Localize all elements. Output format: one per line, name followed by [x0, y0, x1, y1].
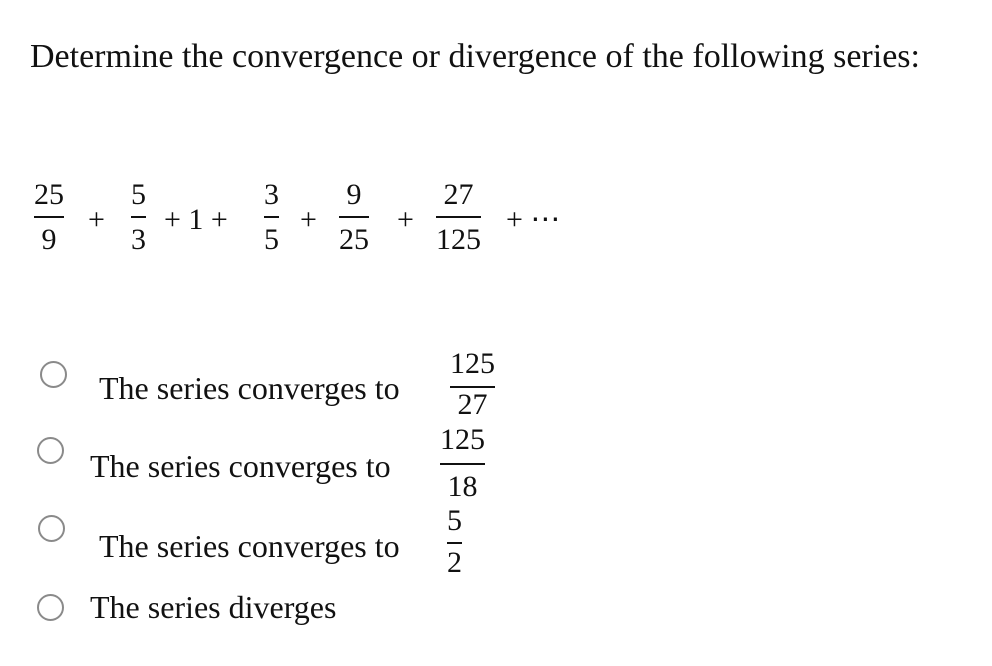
- denominator: 27: [457, 387, 488, 421]
- denominator: 2: [447, 545, 462, 579]
- numerator: 125: [440, 423, 485, 456]
- denominator: 125: [436, 222, 481, 256]
- plus-sign: +: [397, 203, 414, 236]
- fraction-bar: [131, 216, 146, 218]
- series-term-2: [131, 180, 146, 255]
- option-fraction: [450, 349, 495, 420]
- denominator: 3: [131, 222, 146, 256]
- numerator: 3: [264, 178, 279, 211]
- fraction-bar: [34, 216, 64, 218]
- numerator: 125: [450, 347, 495, 380]
- fraction-bar: [436, 216, 481, 218]
- plus-sign: +: [88, 203, 105, 236]
- option-fraction: [440, 425, 485, 502]
- option-fraction: [447, 506, 462, 578]
- numerator: 9: [346, 178, 362, 211]
- fraction-bar: [264, 216, 279, 218]
- numerator: 25: [34, 178, 64, 211]
- option-label: The series converges to: [90, 448, 391, 484]
- option-label: The series diverges: [90, 589, 337, 625]
- denominator: 25: [339, 222, 369, 256]
- series-term-5: [436, 180, 481, 255]
- series-term-4: [339, 180, 369, 255]
- radio-button[interactable]: [38, 515, 65, 542]
- fraction-bar: [440, 463, 485, 465]
- option-label: The series converges to: [99, 528, 400, 564]
- series-term-1: [34, 180, 64, 255]
- radio-button[interactable]: [37, 594, 64, 621]
- plus-ellipsis: + ⋯: [506, 203, 561, 236]
- numerator: 5: [131, 178, 146, 211]
- fraction-bar: [339, 216, 369, 218]
- radio-button[interactable]: [37, 437, 64, 464]
- plus-sign: +: [300, 203, 317, 236]
- radio-button[interactable]: [40, 361, 67, 388]
- numerator: 5: [447, 504, 462, 537]
- option-label: The series converges to: [99, 370, 400, 406]
- fraction-bar: [447, 542, 462, 544]
- series-term-3: [264, 180, 279, 255]
- denominator: 18: [447, 469, 478, 503]
- denominator: 9: [41, 222, 57, 256]
- plus-one-plus: + 1 +: [164, 203, 228, 236]
- numerator: 27: [443, 178, 474, 211]
- denominator: 5: [264, 222, 279, 256]
- question-text: Determine the convergence or divergence of the following series:: [30, 38, 920, 75]
